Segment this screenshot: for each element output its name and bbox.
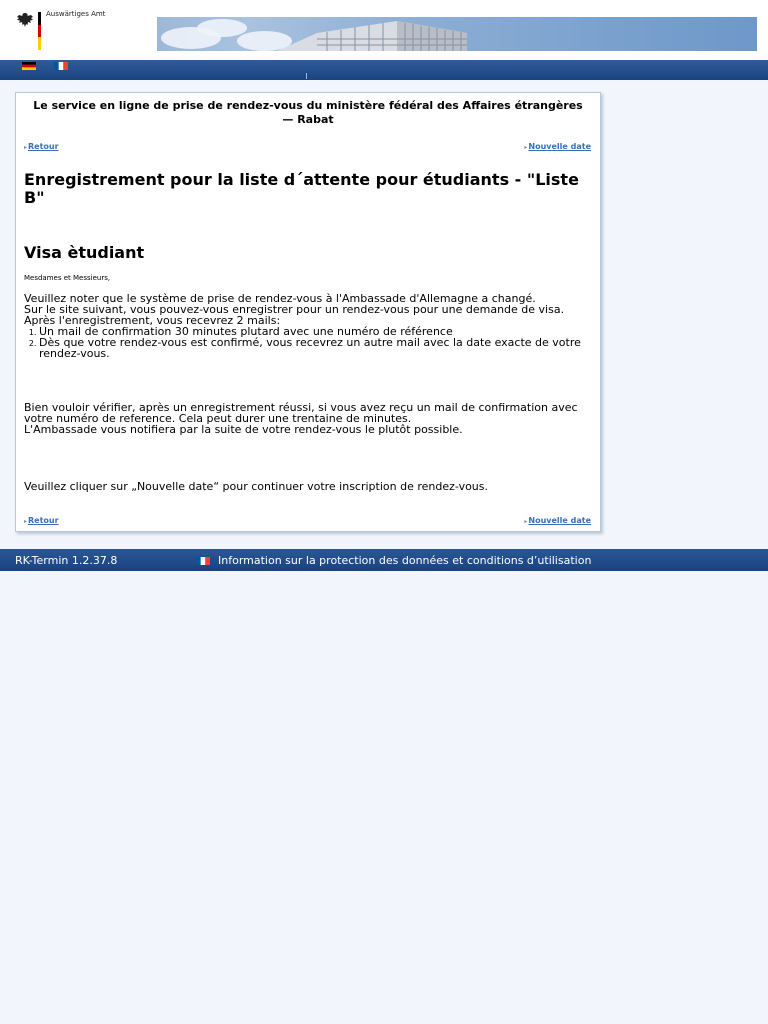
paragraph-register: Sur le site suivant, vous pouvez-vous enregistrer pour un rendez-vous pour une demande de visa.	[24, 303, 565, 316]
arrow-right-icon: ▸	[24, 144, 28, 151]
back-link-label: Retour	[28, 516, 59, 525]
back-link-label: Retour	[28, 142, 59, 151]
new-date-link-top[interactable]	[524, 142, 591, 151]
paragraph-system-changed: Veuillez noter que le système de prise de rendez-vous à l'Ambassade d'Allemagne a changé.	[24, 292, 536, 305]
verification-text	[24, 402, 592, 435]
french-flag-icon	[196, 557, 210, 565]
arrow-right-icon: ▸	[524, 144, 528, 151]
paragraph-two-mails: Après l'enregistrement, vous recevrez 2 mails:	[24, 314, 281, 327]
paragraph-verify: Bien vouloir vérifier, après un enregistrement réussi, si vous avez reçu un mail de confirmation avec votre numéro de reference. Cela peut durer une trentaine de minutes.	[24, 401, 578, 425]
footer-band	[0, 549, 768, 571]
paragraph-notify: L'Ambassade vous notifiera par la suite de votre rendez-vous le plutôt possible.	[24, 423, 463, 436]
federal-eagle-icon	[16, 12, 34, 28]
version-label: RK-Termin 1.2.37.8	[15, 554, 118, 567]
page-header	[0, 0, 768, 60]
salutation: Mesdames et Messieurs,	[24, 274, 111, 282]
page-heading: Enregistrement pour la liste d´attente pour étudiants - "Liste B"	[24, 170, 579, 207]
list-item: 1. Un mail de confirmation 30 minutes plutard avec une numéro de référence	[39, 326, 592, 337]
arrow-right-icon: ▸	[524, 518, 528, 525]
section-heading: Visa ètudiant	[24, 243, 145, 262]
back-link-bottom[interactable]	[24, 516, 59, 525]
nav-divider	[306, 73, 307, 79]
german-color-bar	[38, 12, 41, 50]
panel-title: Le service en ligne de prise de rendez-vous du ministère fédéral des Affaires étrangères — Rabat	[33, 99, 583, 126]
logo-text: Auswärtiges Amt	[46, 10, 106, 18]
new-date-link-bottom[interactable]	[524, 516, 591, 525]
arrow-right-icon: ▸	[24, 518, 28, 525]
auswaertiges-amt-logo[interactable]	[14, 10, 114, 52]
header-banner-image	[157, 17, 757, 51]
privacy-link[interactable]: Information sur la protection des données et conditions d’utilisation	[218, 554, 592, 567]
paragraph-continue: Veuillez cliquer sur „Nouvelle date“ pour continuer votre inscription de rendez-vous.	[24, 480, 489, 493]
french-flag-icon[interactable]	[54, 62, 68, 70]
german-flag-icon[interactable]	[22, 62, 36, 70]
flag-stripe-gold	[38, 37, 41, 50]
flag-stripe-black	[38, 12, 41, 25]
intro-text	[24, 293, 592, 359]
content-panel	[15, 92, 601, 532]
list-item: 2. Dès que votre rendez-vous est confirmé, vous recevrez un autre mail avec la date exacte de votre rendez-vous.	[39, 337, 592, 359]
back-link-top[interactable]	[24, 142, 59, 151]
navigation-band	[0, 60, 768, 80]
building-illustration	[277, 19, 467, 51]
flag-stripe-red	[38, 25, 41, 38]
mail-list	[24, 326, 592, 359]
new-date-link-label: Nouvelle date	[528, 516, 591, 525]
new-date-link-label: Nouvelle date	[528, 142, 591, 151]
